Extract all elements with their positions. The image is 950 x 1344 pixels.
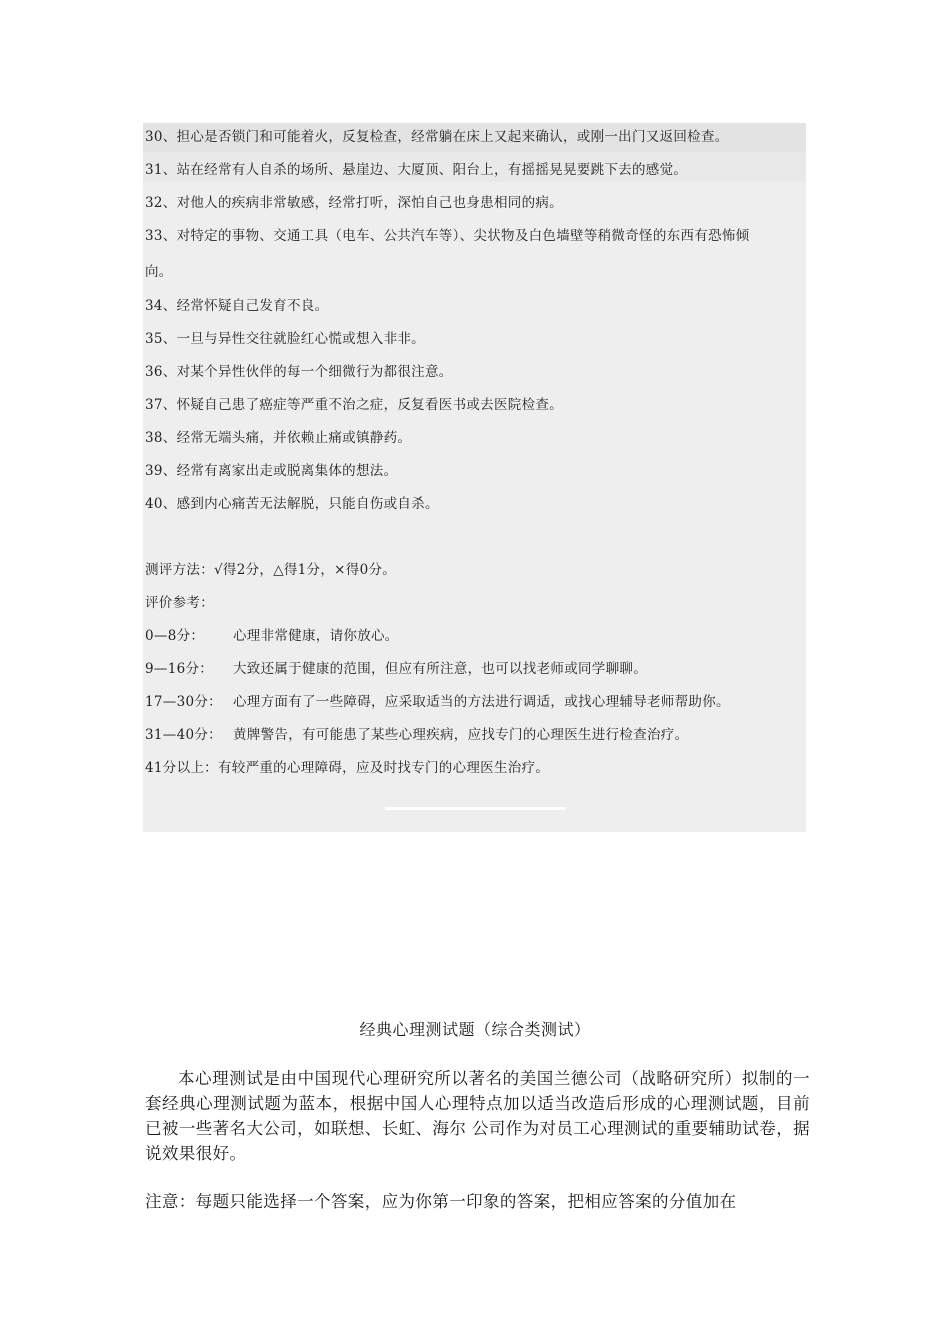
question-30: 30、担心是否锁门和可能着火，反复检查，经常躺在床上又起来确认，或刚一出门又返回检查。 <box>145 129 729 145</box>
question-35: 35、一旦与异性交往就脸红心慌或想入非非。 <box>145 331 425 347</box>
score-row <box>145 626 399 646</box>
divider <box>385 807 565 810</box>
question-37: 37、怀疑自己患了癌症等严重不治之症，反复看医书或去医院检查。 <box>145 397 563 413</box>
page-title: 经典心理测试题（综合类测试） <box>359 1020 591 1039</box>
question-38: 38、经常无端头痛，并依赖止痛或镇静药。 <box>145 430 412 446</box>
score-range: 17—30分： <box>145 694 222 710</box>
reference-label: 评价参考： <box>145 595 214 611</box>
score-text: 心理方面有了一些障碍，应采取适当的方法进行调适，或找心理辅导老师帮助你。 <box>233 694 730 710</box>
score-row <box>145 692 730 712</box>
question-33-cont: 向。 <box>145 264 173 280</box>
question-31: 31、站在经常有人自杀的场所、悬崖边、大厦顶、阳台上，有摇摇晃晃要跳下去的感觉。 <box>145 162 688 178</box>
question-34: 34、经常怀疑自己发育不良。 <box>145 298 329 314</box>
question-39: 39、经常有离家出走或脱离集体的想法。 <box>145 463 398 479</box>
score-range: 31—40分： <box>145 727 222 743</box>
score-text: 心理非常健康，请你放心。 <box>233 628 399 644</box>
score-text: 大致还属于健康的范围，但应有所注意，也可以找老师或同学聊聊。 <box>233 661 647 677</box>
score-row <box>145 659 647 679</box>
note-paragraph: 注意：每题只能选择一个答案，应为你第一印象的答案，把相应答案的分值加在 <box>145 1192 737 1211</box>
score-text: 黄牌警告，有可能患了某些心理疾病，应找专门的心理医生进行检查治疗。 <box>233 727 689 743</box>
question-32: 32、对他人的疾病非常敏感，经常打听，深怕自己也身患相同的病。 <box>145 195 563 211</box>
intro-paragraph: 本心理测试是由中国现代心理研究所以著名的美国兰德公司（战略研究所）拟制的一套经典心理测试题为蓝本，根据中国人心理特点加以适当改造后形成的心理测试题，目前已被一些著名大公司，如联想、长虹、海尔 公司作为对员工心理测试的重要辅助试卷，据说效果很好。 <box>145 1069 810 1163</box>
question-33: 33、对特定的事物、交通工具（电车、公共汽车等）、尖状物及白色墙壁等稍微奇怪的东西有恐怖倾 <box>145 228 750 244</box>
scoring-method: 测评方法：√得2分，△得1分，×得0分。 <box>145 562 397 578</box>
score-row-last: 41分以上：有较严重的心理障碍，应及时找专门的心理医生治疗。 <box>145 760 550 776</box>
score-range: 9—16分： <box>145 661 214 677</box>
question-40: 40、感到内心痛苦无法解脱，只能自伤或自杀。 <box>145 496 439 512</box>
score-range: 0—8分： <box>145 628 205 644</box>
question-36: 36、对某个异性伙伴的每一个细微行为都很注意。 <box>145 364 453 380</box>
score-row <box>145 725 688 745</box>
